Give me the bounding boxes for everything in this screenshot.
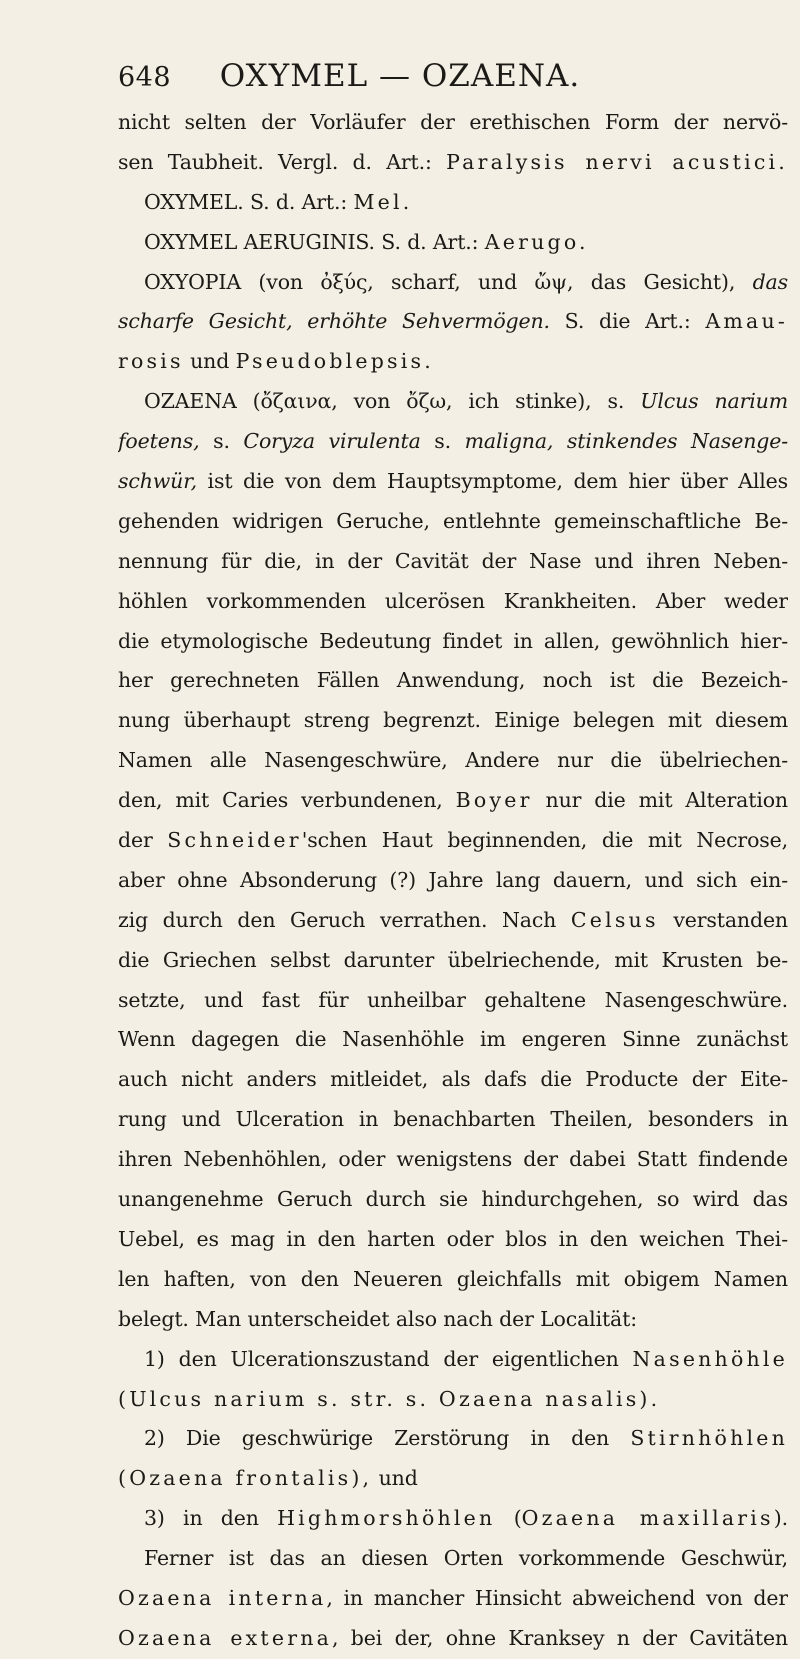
text-line [118, 223, 788, 263]
text-run: verstanden [658, 907, 788, 932]
text-run: die Griechen selbst darunter übelriechende, mit Krusten be- [118, 947, 788, 972]
text-run: 2) Die geschwürige Zerstörung in den [144, 1426, 631, 1451]
text-run: ist die von dem Hauptsymptome, dem hier über Alles [196, 469, 788, 494]
text-run: den, mit Caries verbundenen, [118, 788, 456, 813]
text-run: Namen alle Nasengeschwüre, Andere nur die übelriechen- [118, 748, 788, 773]
text-run: und [372, 1466, 418, 1491]
spaced-text: Paralysis nervi acustici. [446, 149, 788, 174]
spaced-text: Ozaena maxillaris [521, 1506, 774, 1531]
spaced-text: Pseudoblepsis. [235, 349, 434, 374]
text-line [118, 382, 788, 422]
spaced-text: Mel. [353, 189, 413, 214]
text-line [118, 183, 788, 223]
text-line [118, 941, 788, 981]
text-run: nur die mit Alteration [532, 788, 788, 813]
text-line [118, 1459, 788, 1499]
spaced-text: Ozaena externa [118, 1625, 333, 1650]
text-run: auch nicht anders mitleidet, als dafs die Producte der Eite- [118, 1067, 788, 1092]
italic-text: maligna, stinkendes Nasenge- [464, 429, 788, 454]
text-line [118, 103, 788, 143]
text-line [118, 1100, 788, 1140]
spaced-text: Schneider [167, 828, 302, 853]
text-run: s. [420, 429, 465, 454]
text-run: ). [773, 1506, 788, 1531]
text-run: belegt. Man unterscheidet also nach der Localität: [118, 1306, 637, 1331]
italic-text: das [752, 269, 788, 294]
text-line [118, 1180, 788, 1220]
text-run: der [118, 828, 168, 853]
spaced-text: Amau- [705, 309, 788, 334]
text-line [118, 1419, 788, 1459]
text-line [118, 1140, 788, 1180]
spaced-text: Stirnhöhlen [630, 1426, 788, 1451]
text-line [118, 861, 788, 901]
spaced-text: Highmorshöhlen [277, 1506, 496, 1531]
text-line [118, 821, 788, 861]
text-run: OXYOPIA (von ὀξύς, scharf, und ὤψ, das Gesicht), [144, 269, 753, 294]
text-run: zig durch den Geruch verrathen. Nach [118, 907, 571, 932]
running-head: OXYMEL — OZAENA. [219, 58, 581, 94]
text-run: 'schen Haut beginnenden, die mit Necrose, [301, 828, 788, 853]
text-run: OZAENA (ὄζαινα, von ὄζω, ich stinke), s. [144, 389, 641, 414]
text-run: unangenehme Geruch durch sie hindurchgehen, so wird das [118, 1187, 788, 1212]
text-run: die etymologische Bedeutung findet in allen, gewöhnlich hier- [118, 628, 788, 653]
text-line [118, 741, 788, 781]
text-line [118, 981, 788, 1021]
text-run: ihren Nebenhöhlen, oder wenigstens der dabei Statt findende [118, 1147, 788, 1172]
text-line [118, 542, 788, 582]
spaced-text: (Ulcus narium s. str. s. Ozaena nasalis). [118, 1386, 661, 1411]
italic-text: foetens, [118, 429, 214, 454]
spaced-text: rosis [118, 349, 184, 374]
text-line [118, 1579, 788, 1619]
text-run: , bei der, ohne Kranksey n der Cavitäten [332, 1625, 788, 1650]
text-line [118, 582, 788, 622]
text-run: setzte, und fast für unheilbar gehaltene Nasengeschwüre. [118, 987, 788, 1012]
text-line [118, 462, 788, 502]
text-run: 1) den Ulcerationszustand der eigentlichen [144, 1346, 633, 1371]
text-line [118, 1020, 788, 1060]
text-run: ( [495, 1506, 522, 1531]
italic-text: schwür, [118, 469, 197, 494]
text-line [118, 1260, 788, 1300]
text-line [118, 1539, 788, 1579]
italic-text: Coryza virulenta [243, 429, 421, 454]
spaced-text: Boyer [455, 788, 533, 813]
text-run: , in mancher Hinsicht abweichend von der [326, 1585, 788, 1610]
text-run: nicht selten der Vorläufer der erethischen Form der nervö- [118, 110, 788, 134]
text-run: rung und Ulceration in benachbarten Theilen, besonders in [118, 1107, 788, 1132]
text-run: Wenn dagegen die Nasenhöhle im engeren Sinne zunächst [118, 1027, 788, 1052]
spaced-text: Celsus [570, 907, 659, 932]
text-line [118, 302, 788, 342]
text-run: sen Taubheit. Vergl. d. Art.: [118, 149, 447, 174]
text-run: 3) in den [144, 1506, 278, 1531]
text-run: Uebel, es mag in den harten oder blos in den weichen Thei- [118, 1226, 788, 1251]
text-line [118, 1300, 788, 1340]
text-line [118, 1380, 788, 1420]
text-run: gehenden widrigen Geruche, entlehnte gemeinschaftliche Be- [118, 508, 788, 533]
text-run: OXYMEL. S. d. Art.: [144, 189, 354, 214]
text-run: s. [213, 429, 244, 454]
text-line [118, 1220, 788, 1260]
text-line [118, 781, 788, 821]
text-run: höhlen vorkommenden ulcerösen Krankheiten. Aber weder [118, 588, 788, 613]
text-line [118, 701, 788, 741]
text-line [118, 143, 788, 183]
text-run: OXYMEL AERUGINIS. S. d. Art.: [144, 229, 485, 254]
text-line [118, 342, 788, 382]
text-line [118, 422, 788, 462]
text-line [118, 622, 788, 662]
text-run: und [183, 349, 236, 374]
page-number: 648 [118, 62, 172, 93]
text-line [118, 1619, 788, 1659]
text-line [118, 901, 788, 941]
text-run: len haften, von den Neueren gleichfalls mit obigem Namen [118, 1266, 788, 1291]
text-run: nung überhaupt streng begrenzt. Einige belegen mit diesem [118, 708, 788, 733]
spaced-text: Aerugo. [484, 229, 589, 254]
text-run: nennung für die, in der Cavität der Nase und ihren Neben- [118, 548, 788, 573]
text-line [118, 1499, 788, 1539]
text-line [118, 1340, 788, 1380]
italic-text: Ulcus narium [640, 389, 788, 414]
spaced-text: Ozaena interna [118, 1585, 327, 1610]
text-line [118, 1060, 788, 1100]
text-run: Ferner ist das an diesen Orten vorkommende Geschwür, [144, 1546, 788, 1571]
text-run: aber ohne Absonderung (?) Jahre lang dauern, und sich ein- [118, 867, 788, 892]
text-line [118, 263, 788, 303]
text-line [118, 502, 788, 542]
body-text [118, 103, 788, 1659]
text-run: her gerechneten Fällen Anwendung, noch ist die Bezeich- [118, 668, 788, 693]
text-line [118, 661, 788, 701]
text-run: S. die Art.: [549, 309, 706, 334]
spaced-text: (Ozaena frontalis), [118, 1466, 373, 1491]
spaced-text: Nasenhöhle [632, 1346, 788, 1371]
italic-text: scharfe Gesicht, erhöhte Sehvermögen. [118, 309, 550, 334]
